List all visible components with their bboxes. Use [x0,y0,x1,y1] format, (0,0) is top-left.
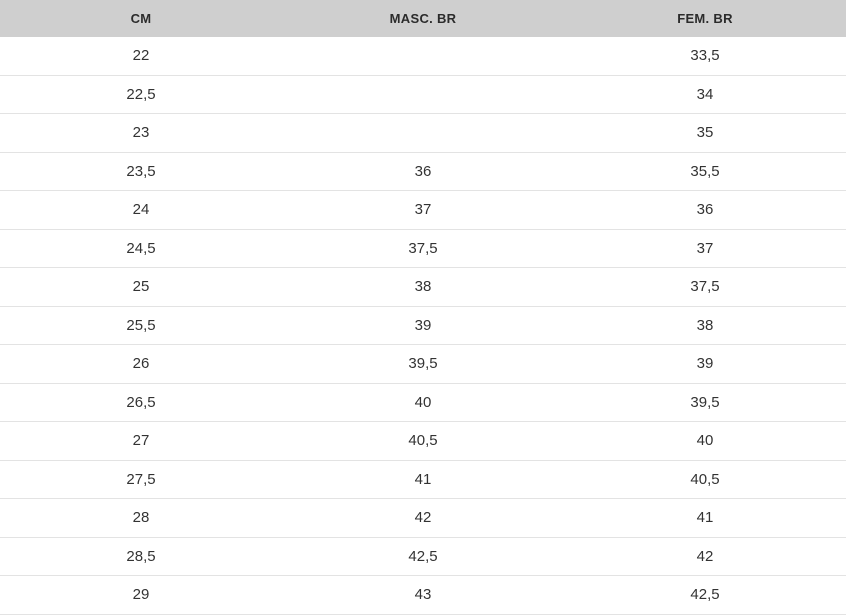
table-row [0,37,846,75]
table-row [0,191,846,230]
table-cell: 43 [282,576,564,615]
table-row [0,345,846,384]
table-row [0,152,846,191]
table-cell [282,114,564,153]
table-cell: 40,5 [282,422,564,461]
table-cell: 28 [0,499,282,538]
table-cell: 27,5 [0,460,282,499]
table-row [0,422,846,461]
table-cell: 23,5 [0,152,282,191]
table-row [0,268,846,307]
table-cell [282,37,564,75]
table-cell: 34 [564,75,846,114]
table-cell: 26,5 [0,383,282,422]
table-cell: 38 [564,306,846,345]
table-cell: 39,5 [564,383,846,422]
table-cell: 39 [282,306,564,345]
table-cell: 28,5 [0,537,282,576]
column-header-masc-br: MASC. BR [282,0,564,37]
table-cell: 39 [564,345,846,384]
table-row [0,229,846,268]
column-header-fem-br: FEM. BR [564,0,846,37]
table-cell: 42 [564,537,846,576]
table-row [0,306,846,345]
table-cell [282,75,564,114]
table-cell: 22 [0,37,282,75]
table-cell: 29 [0,576,282,615]
table-row [0,75,846,114]
table-cell: 37,5 [282,229,564,268]
table-cell: 36 [564,191,846,230]
table-header-row [0,0,846,37]
table-row [0,537,846,576]
table-cell: 24 [0,191,282,230]
table-cell: 41 [564,499,846,538]
table-row [0,460,846,499]
table-body [0,37,846,614]
table-cell: 42,5 [282,537,564,576]
column-header-cm: CM [0,0,282,37]
table-header [0,0,846,37]
table-cell: 35 [564,114,846,153]
table-row [0,499,846,538]
table-cell: 25,5 [0,306,282,345]
table-cell: 23 [0,114,282,153]
table-row [0,114,846,153]
table-cell: 41 [282,460,564,499]
table-cell: 37 [564,229,846,268]
table-cell: 25 [0,268,282,307]
table-cell: 37,5 [564,268,846,307]
table-cell: 33,5 [564,37,846,75]
table-cell: 38 [282,268,564,307]
table-cell: 26 [0,345,282,384]
table-cell: 40 [564,422,846,461]
table-cell: 37 [282,191,564,230]
table-cell: 42,5 [564,576,846,615]
table-cell: 42 [282,499,564,538]
table-cell: 27 [0,422,282,461]
table-cell: 24,5 [0,229,282,268]
table-row [0,383,846,422]
table-row [0,576,846,615]
table-cell: 36 [282,152,564,191]
table-cell: 39,5 [282,345,564,384]
table-cell: 40,5 [564,460,846,499]
table-cell: 22,5 [0,75,282,114]
table-cell: 35,5 [564,152,846,191]
table-cell: 40 [282,383,564,422]
